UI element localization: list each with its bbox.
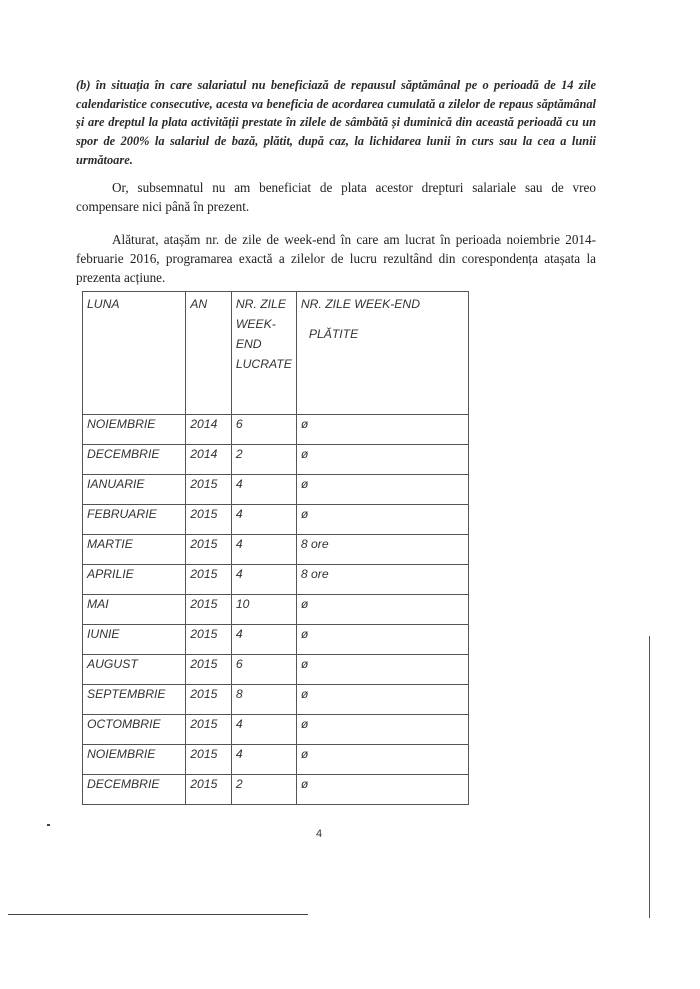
cell-an: 2015 — [186, 625, 232, 655]
cell-luna: AUGUST — [83, 655, 186, 685]
cell-zile-platite: ø — [296, 595, 468, 625]
cell-luna: IANUARIE — [83, 475, 186, 505]
cell-zile-lucrate: 2 — [231, 775, 296, 805]
cell-an: 2015 — [186, 475, 232, 505]
cell-zile-platite: 8 ore — [296, 565, 468, 595]
table-row — [83, 505, 469, 535]
paragraph-or — [76, 178, 596, 216]
cell-an: 2015 — [186, 535, 232, 565]
scan-edge-line-bottom — [8, 914, 308, 915]
table-row — [83, 625, 469, 655]
cell-luna: DECEMBRIE — [83, 445, 186, 475]
table-row — [83, 565, 469, 595]
cell-luna: NOIEMBRIE — [83, 415, 186, 445]
cell-zile-lucrate: 4 — [231, 715, 296, 745]
cell-zile-lucrate: 6 — [231, 415, 296, 445]
cell-an: 2015 — [186, 565, 232, 595]
cell-luna: NOIEMBRIE — [83, 745, 186, 775]
cell-an: 2014 — [186, 445, 232, 475]
cell-an: 2015 — [186, 775, 232, 805]
cell-zile-lucrate: 4 — [231, 475, 296, 505]
paragraph-legal-quote: (b) în situația în care salariatul nu beneficiază de repausul săptămânal pe o perioadă de 14 zile calendaristice consecutive, acesta va beneficia de acordarea cumulată a zilelor de repaus săptămânal și are dreptul la plata activității prestate în zilele de sâmbătă și duminică din această perioadă cu un spor de 200% la salariul de bază, plătit, după caz, la lichidarea lunii în curs sau la cea a lunii următoare. — [76, 78, 596, 167]
table-row — [83, 445, 469, 475]
table-row — [83, 715, 469, 745]
table-header-row — [83, 292, 469, 415]
cell-an: 2014 — [186, 415, 232, 445]
cell-an: 2015 — [186, 715, 232, 745]
paragraph-alaturat — [76, 230, 596, 287]
cell-zile-platite: ø — [296, 625, 468, 655]
header-nr-zile-platite — [296, 292, 468, 415]
cell-an: 2015 — [186, 505, 232, 535]
table-row — [83, 595, 469, 625]
paragraph-or-text: Or, subsemnatul nu am beneficiat de plata acestor drepturi salariale sau de vreo compensare nici până în prezent. — [76, 180, 596, 214]
table-row — [83, 415, 469, 445]
header-nr-zile-platite-line1: NR. ZILE WEEK-END — [300, 297, 420, 311]
cell-zile-platite: ø — [296, 775, 468, 805]
cell-luna: MARTIE — [83, 535, 186, 565]
weekend-days-table — [82, 291, 469, 805]
paragraph-alaturat-text: Alăturat, atașăm nr. de zile de week-end în care am lucrat în perioada noiembrie 2014-februarie 2016, programarea exactă a zilelor de lucru rezultând din corespondența atașata la prezenta acțiune. — [76, 232, 596, 285]
cell-zile-platite: ø — [296, 685, 468, 715]
cell-zile-platite: ø — [296, 655, 468, 685]
cell-zile-lucrate: 8 — [231, 685, 296, 715]
cell-zile-platite: ø — [296, 445, 468, 475]
page-number: 4 — [316, 828, 323, 840]
cell-an: 2015 — [186, 595, 232, 625]
cell-zile-platite: ø — [296, 745, 468, 775]
cell-zile-lucrate: 6 — [231, 655, 296, 685]
cell-zile-lucrate: 4 — [231, 625, 296, 655]
header-nr-zile-platite-line2: PLĂTITE — [308, 327, 359, 341]
cell-zile-platite: 8 ore — [296, 535, 468, 565]
table-row — [83, 655, 469, 685]
cell-zile-lucrate: 4 — [231, 745, 296, 775]
cell-zile-platite: ø — [296, 505, 468, 535]
cell-zile-lucrate: 4 — [231, 535, 296, 565]
header-nr-zile-lucrate: NR. ZILE WEEK-END LUCRATE — [231, 292, 296, 415]
cell-luna: IUNIE — [83, 625, 186, 655]
cell-zile-platite: ø — [296, 415, 468, 445]
cell-zile-platite: ø — [296, 715, 468, 745]
cell-zile-lucrate: 10 — [231, 595, 296, 625]
cell-zile-lucrate: 4 — [231, 505, 296, 535]
table-row — [83, 685, 469, 715]
scan-mark — [47, 824, 50, 826]
header-luna: LUNA — [83, 292, 186, 415]
cell-an: 2015 — [186, 745, 232, 775]
cell-luna: MAI — [83, 595, 186, 625]
cell-an: 2015 — [186, 685, 232, 715]
header-an: AN — [186, 292, 232, 415]
table-row — [83, 745, 469, 775]
cell-luna: SEPTEMBRIE — [83, 685, 186, 715]
table-row — [83, 475, 469, 505]
cell-luna: APRILIE — [83, 565, 186, 595]
cell-luna: DECEMBRIE — [83, 775, 186, 805]
table-row — [83, 775, 469, 805]
cell-luna: FEBRUARIE — [83, 505, 186, 535]
cell-luna: OCTOMBRIE — [83, 715, 186, 745]
cell-zile-lucrate: 2 — [231, 445, 296, 475]
cell-an: 2015 — [186, 655, 232, 685]
cell-zile-platite: ø — [296, 475, 468, 505]
table-row — [83, 535, 469, 565]
scan-edge-line-right — [649, 636, 650, 918]
cell-zile-lucrate: 4 — [231, 565, 296, 595]
table-body — [83, 415, 469, 805]
